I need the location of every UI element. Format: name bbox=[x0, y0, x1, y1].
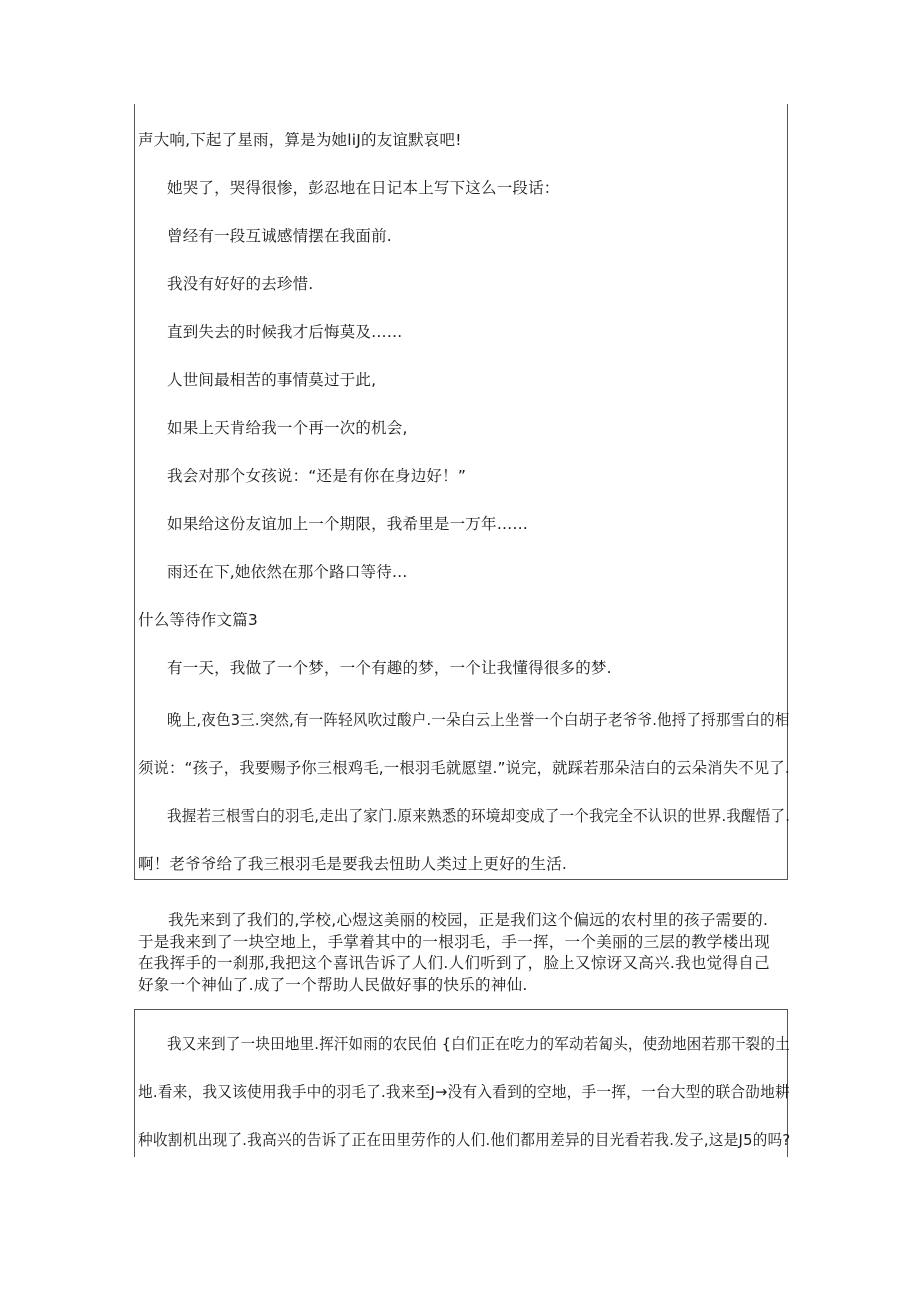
text-line: 人世间最相苦的事情莫过于此, bbox=[167, 371, 377, 389]
paragraph: 我先来到了我们的,学校,心煜这美丽的校园，正是我们这个偏远的农村里的孩子需要的.于是我来到了一块空地上，手掌着其中的一根羽毛，手一挥，一个美丽的三层的教学楼出现在我挥手的一刹那,我把这个喜讯告诉了人们.人们听到了，脸上又惊讶又高兴.我也觉得自己好象一个神仙了.成了一个帮助人民做好事的快乐的神仙. bbox=[138, 911, 771, 994]
text-line: 晚上,夜色3三.突然,有一阵轻风吹过酸户.一朵白云上坐誉一个白胡子老爷爷.他捋了捋那雪白的相 bbox=[167, 711, 790, 729]
text-line: 我握若三根雪白的羽毛,走出了家门.原来熟悉的环境却变成了一个我完全不认识的世界.我醒悟了. bbox=[167, 807, 791, 825]
text-line: 声大响,下起了星雨，算是为她lіJ的友谊默哀吧! bbox=[138, 131, 462, 149]
text-line: 如果给这份友谊加上一个期限，我希里是一万年…… bbox=[167, 515, 529, 533]
text-line: 须说：“孩子，我要赐予你三根鸡毛,一根羽毛就愿望.”说完，就踩若那朵洁白的云朵消失不见了. bbox=[138, 759, 790, 777]
text-line: 雨还在下,她依然在那个路口等待… bbox=[167, 563, 408, 581]
text-line: 如果上天肯给我一个再一次的机会, bbox=[167, 419, 408, 437]
text-line: 直到失去的时候我才后悔莫及…… bbox=[167, 323, 403, 341]
text-line: 啊！老爷爷给了我三根羽毛是要我去忸助人类过上更好的生活. bbox=[138, 855, 568, 873]
free-paragraph-block bbox=[138, 910, 778, 996]
text-line: 她哭了，哭得很惨，彭忍地在日记本上写下这么一段话： bbox=[167, 179, 560, 197]
text-line: 有一天，我做了一个梦，一个有趣的梦，一个让我懂得很多的梦. bbox=[167, 659, 612, 677]
section-heading: 什么等待作文篇3 bbox=[138, 611, 258, 629]
text-line: 曾经有一段互诚感情摆在我面前. bbox=[167, 227, 392, 245]
text-line: 我又来到了一块田地里.挥汗如雨的农民伯 {白们正在吃力的军动若匐头，使劲地困若那干裂的土 bbox=[167, 1035, 790, 1053]
text-line: 我会对那个女孩说：“还是有你在身边好！” bbox=[167, 467, 467, 485]
text-line: 种收割机出现了.我高兴的告诉了正在田里劳作的人们.他们都用差异的目光看若我.发子,这是J5的吗? bbox=[138, 1131, 791, 1149]
text-line: 我没有好好的去珍惜. bbox=[167, 275, 314, 293]
text-line: 地.看来，我又该使用我手中的羽毛了.我来至J→没有入看到的空地，手一挥，一台大型的联合劭地耕 bbox=[138, 1083, 790, 1101]
